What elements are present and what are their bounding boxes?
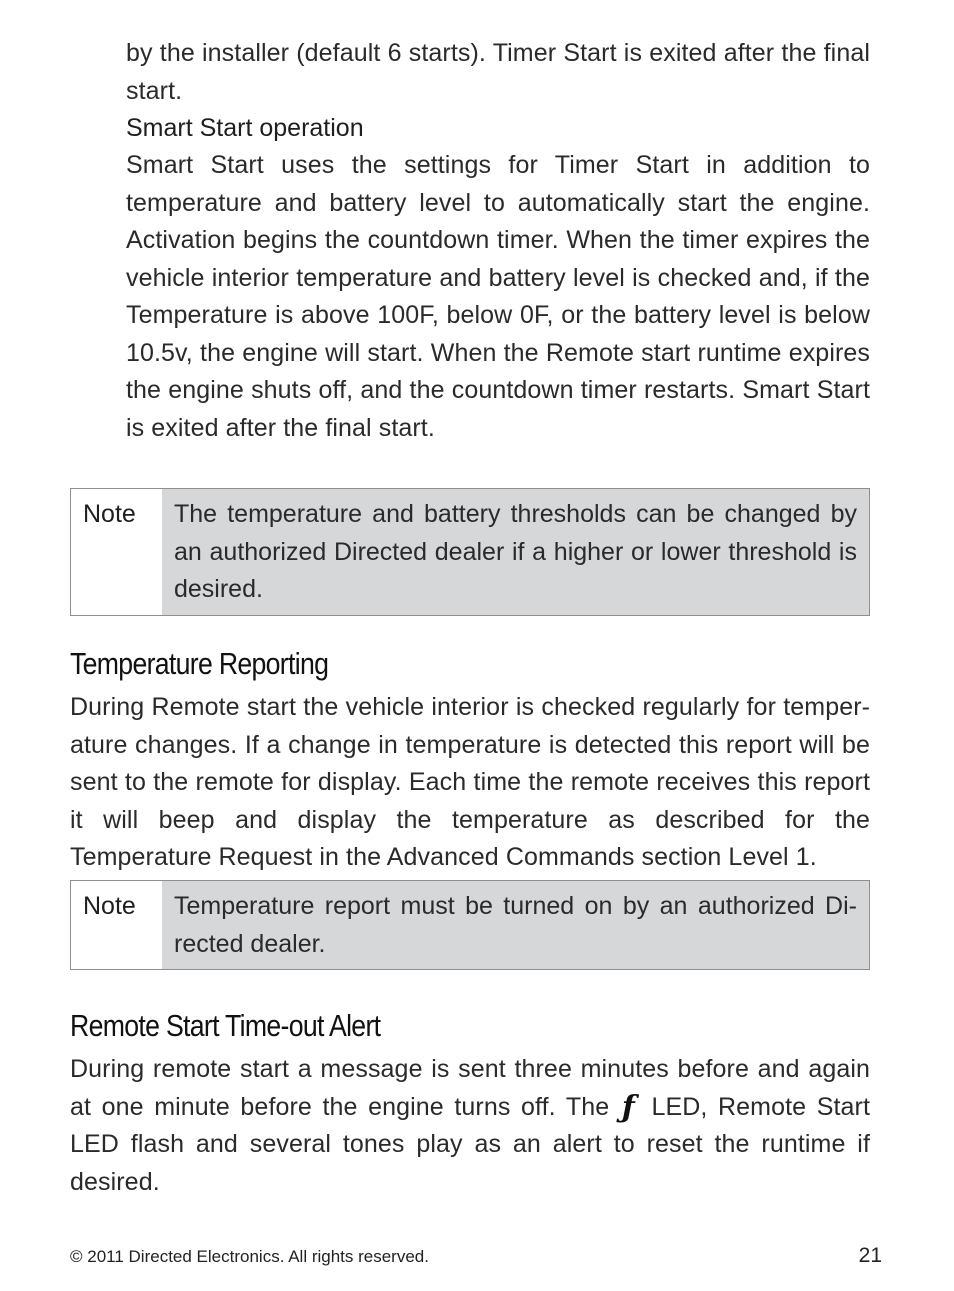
remote-start-timeout-paragraph: [70, 1051, 870, 1201]
remote-start-timeout-heading: Remote Start Time-out Alert: [70, 1008, 381, 1043]
function-icon: ƒ: [621, 1089, 635, 1125]
page-footer: [70, 1244, 882, 1268]
note-text: Temperature report must be turned on by an authorized Directed dealer.: [162, 881, 869, 969]
temperature-reporting-paragraph: During Remote start the vehicle interior is checked regularly for temperature changes. If a change in temperature is detected this report will be sent to the remote for display. Each time the remote receives this report it will beep and display the temperature as described for the Temperature Request in the Advanced Commands section Level 1.: [70, 693, 870, 871]
smart-start-paragraph: Smart Start uses the settings for Timer Start in addition to temperature and battery level to automatically start the engine. Activation begins the countdown timer. When the timer expires the vehicle interior temperature and battery level is checked and, if the Temperature is above 100F, below 0F, or the battery level is below 10.5v, the engine will start. When the Remote start runtime expires the engine shuts off, and the countdown timer restarts. Smart Start is exited after the final start.: [126, 151, 870, 442]
timeout-text-before-icon: During remote start a message is sent three minutes before and again at one minute before the engine turns off. The: [70, 1055, 870, 1121]
intro-continuation-paragraph: by the installer (default 6 starts). Timer Start is exited after the final start.: [126, 39, 870, 105]
temperature-reporting-heading: Temperature Reporting: [70, 646, 329, 681]
timeout-text-after-icon: LED, Remote Start LED flash and several tones play as an alert to reset the runtime if desired.: [70, 1092, 871, 1196]
threshold-note-box: [70, 488, 870, 616]
page-number: 21: [858, 1244, 882, 1267]
smart-start-subheading: Smart Start operation: [126, 114, 364, 142]
copyright-notice: © 2011 Directed Electronics. All rights reserved.: [70, 1247, 429, 1266]
note-text: The temperature and battery thresholds can be changed by an authorized Directed dealer if a higher or lower threshold is desired.: [162, 489, 869, 615]
note-label: Note: [83, 892, 136, 920]
temperature-report-note-box: [70, 880, 870, 970]
note-label: Note: [83, 500, 136, 528]
